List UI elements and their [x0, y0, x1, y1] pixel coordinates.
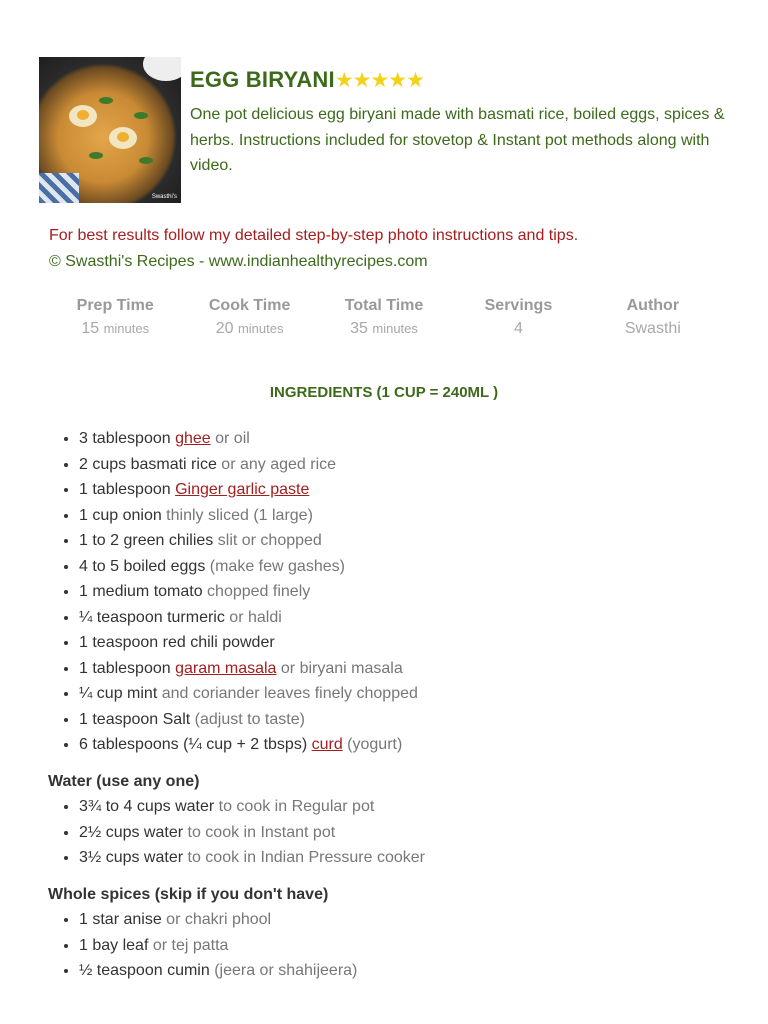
ingredient-link[interactable]: garam masala: [175, 659, 277, 677]
meta-number: 20: [215, 320, 234, 337]
list-item: [79, 732, 738, 758]
ingredients-list: [48, 426, 738, 758]
recipe-title-text: EGG BIRYANI: [190, 67, 335, 92]
list-item: [79, 605, 738, 631]
napkin: [39, 173, 79, 203]
meta-value: [182, 317, 316, 341]
item-main: 1 cup onion: [79, 506, 162, 524]
item-detail: or biryani masala: [276, 659, 403, 677]
raita-bowl: [143, 57, 181, 81]
item-main: 1 star anise: [79, 911, 162, 928]
list-item: [79, 426, 738, 452]
ingredient-link[interactable]: Ginger garlic paste: [175, 481, 310, 498]
mint-leaf: [99, 97, 113, 104]
list-item: [79, 958, 738, 984]
ingredient-link[interactable]: curd: [311, 736, 343, 753]
meta-label: Cook Time: [208, 297, 291, 314]
list-item: [79, 554, 738, 580]
water-heading: Water (use any one): [48, 772, 200, 790]
item-detail: to cook in Regular pot: [214, 798, 375, 815]
meta-author: [586, 295, 720, 341]
item-main: 3¾ to 4 cups water: [79, 798, 215, 815]
recipe-summary: One pot delicious egg biryani made with basmati rice, boiled eggs, spices & herbs. Instructions included for stovetop & Instant pot methods along with video.: [190, 106, 725, 174]
item-main: ½ teaspoon cumin: [79, 962, 210, 979]
item-detail: (jeera or shahijeera): [209, 962, 358, 979]
ingredient-link[interactable]: ghee: [175, 430, 211, 447]
item-main: 2½ cups water: [79, 823, 184, 841]
item-main: 3½ cups water: [79, 849, 184, 866]
item-main: 1 tablespoon: [79, 659, 176, 677]
item-main: 6 tablespoons (¼ cup + 2 tbsps): [79, 736, 312, 753]
meta-value: [317, 317, 451, 341]
spices-list: [48, 907, 738, 984]
recipe-note: [49, 223, 578, 274]
mint-leaf: [134, 112, 148, 119]
spices-heading: Whole spices (skip if you don't have): [48, 885, 329, 903]
list-item: [79, 794, 738, 820]
tips-note: For best results follow my detailed step-by-step photo instructions and tips.: [49, 227, 579, 244]
item-detail: or tej patta: [148, 936, 229, 954]
item-main: ¼ teaspoon turmeric: [79, 608, 225, 626]
recipe-meta: [48, 295, 720, 341]
meta-number: 15: [81, 320, 100, 337]
list-item: [79, 707, 738, 733]
list-item: [79, 820, 738, 846]
item-main: 1 to 2 green chilies: [79, 532, 214, 549]
item-main: 1 teaspoon red chili powder: [79, 634, 275, 651]
item-detail: and coriander leaves finely chopped: [157, 685, 418, 702]
ingredients-heading: INGREDIENTS (1 CUP = 240ML ): [269, 384, 499, 401]
mint-leaf: [89, 152, 103, 159]
meta-value: 4: [513, 320, 523, 337]
item-detail: thinly sliced (1 large): [161, 506, 313, 524]
item-detail: (adjust to taste): [190, 710, 305, 728]
meta-number: 35: [350, 320, 368, 337]
list-item: [79, 477, 738, 503]
meta-value: [48, 317, 182, 341]
photo-watermark: Swasthi's: [151, 194, 177, 200]
item-main: 3 tablespoon: [79, 430, 176, 447]
meta-label: Author: [626, 297, 680, 314]
list-item: [79, 933, 738, 959]
meta-value: Swasthi: [624, 320, 681, 337]
water-list: [48, 794, 738, 871]
ingredients-section: [48, 426, 738, 984]
item-detail: or any aged rice: [216, 455, 337, 473]
item-detail: slit or chopped: [213, 532, 322, 549]
item-main: 1 medium tomato: [79, 583, 203, 600]
item-main: 1 tablespoon: [79, 481, 176, 498]
item-main: 2 cups basmati rice: [79, 455, 217, 473]
item-detail: chopped finely: [202, 583, 311, 600]
list-item: [79, 503, 738, 529]
mint-leaf: [139, 157, 153, 164]
list-item: [79, 452, 738, 478]
meta-label: Servings: [484, 297, 553, 314]
item-main: 1 teaspoon Salt: [79, 710, 191, 728]
item-detail: or chakri phool: [161, 911, 272, 928]
list-item: [79, 579, 738, 605]
item-detail: to cook in Instant pot: [183, 823, 336, 841]
list-item: [79, 528, 738, 554]
item-detail: to cook in Indian Pressure cooker: [183, 849, 425, 866]
copyright-note: © Swasthi's Recipes - www.indianhealthyrecipes.com: [49, 252, 428, 270]
meta-cook-time: [182, 295, 316, 341]
meta-servings: [451, 295, 585, 341]
meta-label: Total Time: [344, 297, 424, 314]
meta-total-time: [317, 295, 451, 341]
item-main: ¼ cup mint: [79, 685, 158, 702]
list-item: [79, 907, 738, 933]
item-main: 1 bay leaf: [79, 936, 149, 954]
recipe-title: [190, 66, 424, 95]
meta-unit: minutes: [103, 321, 150, 336]
recipe-photo: [39, 57, 181, 203]
list-item: [79, 845, 738, 871]
item-detail: (yogurt): [342, 736, 403, 753]
meta-prep-time: [48, 295, 182, 341]
meta-label: Prep Time: [76, 297, 154, 314]
item-main: 4 to 5 boiled eggs: [79, 557, 206, 575]
rating-stars-icon[interactable]: ★★★★★: [334, 69, 424, 92]
meta-unit: minutes: [237, 321, 284, 336]
egg-yolk: [77, 110, 89, 120]
list-item: [79, 630, 738, 656]
list-item: [79, 656, 738, 682]
meta-unit: minutes: [372, 321, 418, 336]
list-item: [79, 681, 738, 707]
item-detail: or haldi: [224, 608, 282, 626]
item-detail: or oil: [210, 430, 250, 447]
egg-yolk: [117, 132, 129, 142]
item-detail: (make few gashes): [205, 557, 345, 575]
